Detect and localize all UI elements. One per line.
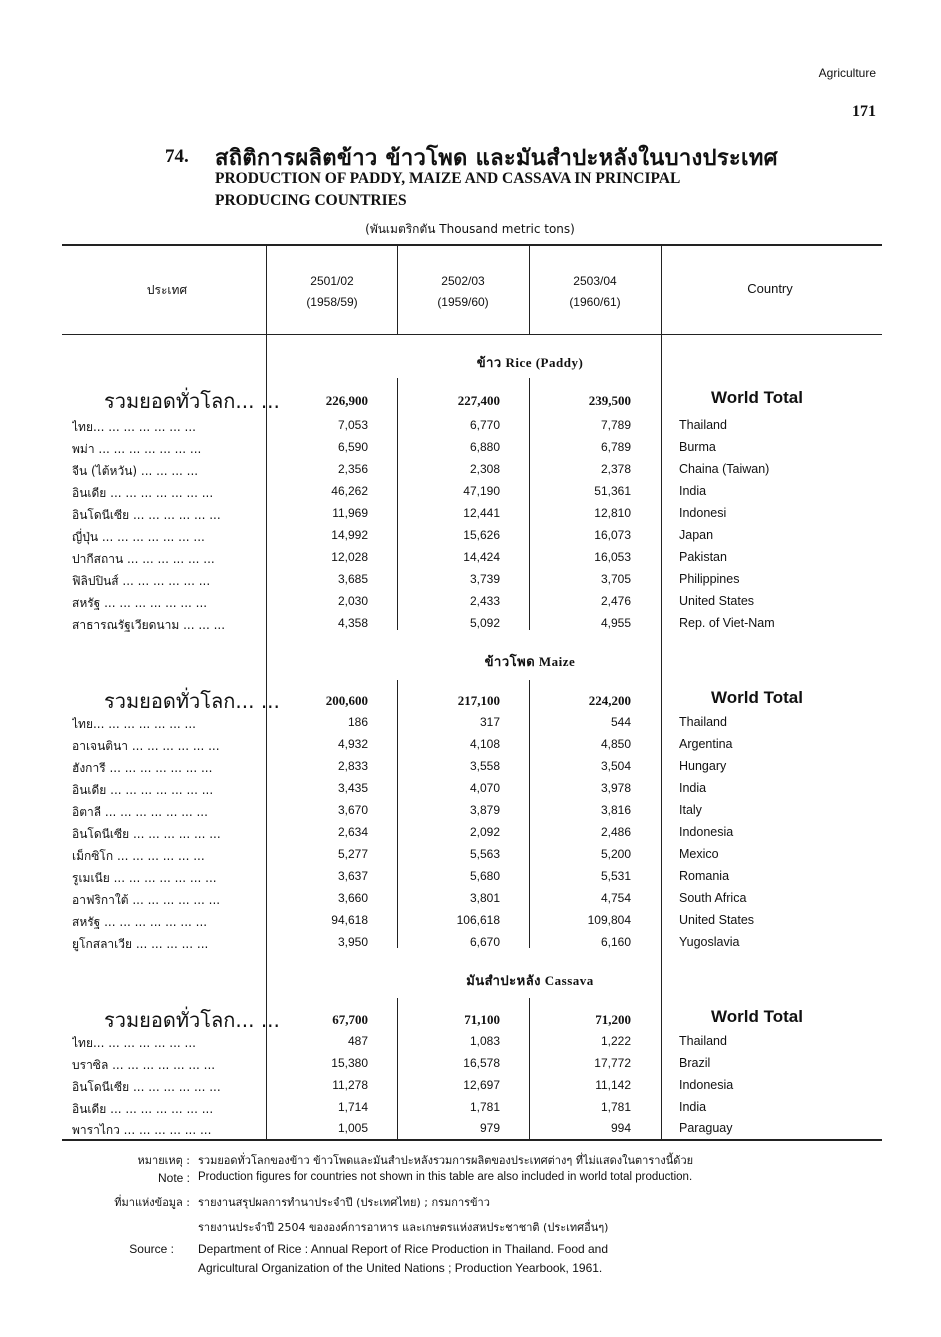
value-1959: 5,563 bbox=[469, 847, 500, 861]
table-row bbox=[0, 1121, 941, 1143]
value-1958: 2,356 bbox=[337, 462, 368, 476]
value-1959: 6,770 bbox=[469, 418, 500, 432]
value-1958: 11,969 bbox=[332, 506, 368, 520]
value-1959: 4,108 bbox=[469, 737, 500, 751]
section-title-rice: ข้าว Rice (Paddy) bbox=[476, 355, 584, 370]
value-1958: 3,637 bbox=[337, 869, 368, 883]
value-1960: 6,789 bbox=[600, 440, 631, 454]
value-1959: 6,670 bbox=[469, 935, 500, 949]
unit-label: (พันเมตริกตัน Thousand metric tons) bbox=[365, 222, 575, 236]
country-en: India bbox=[679, 781, 707, 795]
value-1958: 7,053 bbox=[337, 418, 368, 432]
country-th: สหรัฐ ... ... ... ... ... ... ... bbox=[72, 915, 208, 929]
value-1958: 67,700 bbox=[332, 1012, 368, 1027]
value-1960: 1,781 bbox=[600, 1100, 631, 1114]
value-1958: 1,714 bbox=[337, 1100, 368, 1114]
value-1959: 3,739 bbox=[469, 572, 500, 586]
country-en: World Total bbox=[711, 688, 803, 707]
country-en: World Total bbox=[711, 1007, 803, 1026]
source-en-label: Source : bbox=[129, 1242, 174, 1256]
country-th: ยูโกสลาเวีย ... ... ... ... ... bbox=[72, 937, 209, 951]
country-en: Rep. of Viet-Nam bbox=[679, 616, 775, 630]
country-en: World Total bbox=[711, 388, 803, 407]
value-1960: 3,705 bbox=[600, 572, 631, 586]
value-1959: 2,308 bbox=[469, 462, 500, 476]
country-th: ไทย... ... ... ... ... ... ... bbox=[72, 1036, 196, 1050]
value-1959: 979 bbox=[479, 1121, 500, 1135]
table-row bbox=[0, 616, 941, 638]
value-1960: 2,476 bbox=[600, 594, 631, 608]
value-1959: 217,100 bbox=[457, 693, 500, 708]
value-1960: 3,978 bbox=[600, 781, 631, 795]
maize-row-world-total bbox=[0, 688, 941, 713]
country-en: United States bbox=[679, 594, 755, 608]
value-1960: 224,200 bbox=[588, 693, 631, 708]
value-1959: 6,880 bbox=[469, 440, 500, 454]
value-1960: 239,500 bbox=[588, 393, 631, 408]
country-en: India bbox=[679, 1100, 707, 1114]
country-en: Brazil bbox=[679, 1056, 711, 1070]
value-1960: 5,531 bbox=[600, 869, 631, 883]
table-row bbox=[0, 462, 941, 484]
header-col3-year-en: (1960/61) bbox=[569, 295, 621, 309]
value-1958: 3,435 bbox=[337, 781, 368, 795]
country-en: Mexico bbox=[679, 847, 719, 861]
country-th: อาเจนตินา ... ... ... ... ... ... bbox=[72, 739, 220, 753]
country-th: สาธารณรัฐเวียดนาม ... ... ... bbox=[72, 618, 226, 632]
country-th: รวมยอดทั่วโลก... ... bbox=[104, 689, 280, 713]
value-1958: 14,992 bbox=[331, 528, 368, 542]
header-bottom-rule bbox=[62, 334, 882, 335]
value-1958: 487 bbox=[347, 1034, 368, 1048]
header-country-en: Country bbox=[747, 281, 793, 296]
value-1960: 7,789 bbox=[600, 418, 631, 432]
country-th: สหรัฐ ... ... ... ... ... ... ... bbox=[72, 596, 208, 610]
table-row bbox=[0, 715, 941, 737]
country-th: จีน (ไต้หวัน) ... ... ... ... bbox=[72, 464, 199, 478]
country-th: อิตาลี ... ... ... ... ... ... ... bbox=[72, 805, 208, 819]
country-th: ฟิลิปปินส์ ... ... ... ... ... ... bbox=[72, 574, 211, 588]
country-th: รวมยอดทั่วโลก... ... bbox=[104, 1008, 280, 1032]
value-1960: 109,804 bbox=[587, 913, 631, 927]
value-1960: 6,160 bbox=[600, 935, 631, 949]
table-row bbox=[0, 737, 941, 759]
value-1960: 1,222 bbox=[600, 1034, 631, 1048]
value-1958: 226,900 bbox=[325, 393, 368, 408]
value-1960: 2,378 bbox=[600, 462, 631, 476]
value-1959: 106,618 bbox=[456, 913, 500, 927]
value-1958: 2,030 bbox=[337, 594, 368, 608]
table-row bbox=[0, 594, 941, 616]
value-1959: 3,879 bbox=[469, 803, 500, 817]
value-1960: 71,200 bbox=[595, 1012, 631, 1027]
cassava-row-world-total bbox=[0, 1007, 941, 1032]
value-1958: 12,028 bbox=[331, 550, 368, 564]
country-th: รูเมเนีย ... ... ... ... ... ... ... bbox=[72, 871, 217, 885]
country-en: India bbox=[679, 484, 707, 498]
country-th: อินโดนีเซีย ... ... ... ... ... ... bbox=[72, 1080, 221, 1094]
note-th-label: หมายเหตุ : bbox=[137, 1154, 190, 1167]
country-en: Thailand bbox=[679, 715, 727, 729]
value-1960: 2,486 bbox=[600, 825, 631, 839]
table-row bbox=[0, 440, 941, 462]
note-en-text: Production figures for countries not shown in this table are also included in world total production. bbox=[198, 1171, 693, 1183]
table-row bbox=[0, 528, 941, 550]
value-1958: 11,278 bbox=[332, 1078, 368, 1092]
country-th: ปากีสถาน ... ... ... ... ... ... bbox=[72, 552, 215, 566]
country-th: ไทย... ... ... ... ... ... ... bbox=[72, 717, 196, 731]
country-en: Thailand bbox=[679, 1034, 727, 1048]
table-row bbox=[0, 935, 941, 957]
table-row bbox=[0, 891, 941, 913]
value-1959: 1,781 bbox=[469, 1100, 500, 1114]
country-en: Indonesia bbox=[679, 1078, 734, 1092]
country-en: Burma bbox=[679, 440, 716, 454]
value-1960: 544 bbox=[610, 715, 631, 729]
note-en-label: Note : bbox=[157, 1171, 190, 1185]
value-1958: 4,358 bbox=[337, 616, 368, 630]
value-1960: 16,053 bbox=[594, 550, 631, 564]
country-en: Hungary bbox=[679, 759, 727, 773]
country-en: Yugoslavia bbox=[679, 935, 740, 949]
country-en: Romania bbox=[679, 869, 730, 883]
col-divider-2 bbox=[397, 246, 398, 334]
source-th-line2: รายงานประจำปี 2504 ขององค์การอาหาร และเกษตรแห่งสหประชาชาติ (ประเทศอื่นๆ) bbox=[198, 1221, 609, 1234]
table-row bbox=[0, 484, 941, 506]
value-1960: 3,504 bbox=[600, 759, 631, 773]
value-1960: 4,754 bbox=[600, 891, 631, 905]
value-1959: 3,801 bbox=[469, 891, 500, 905]
value-1958: 6,590 bbox=[337, 440, 368, 454]
value-1960: 4,850 bbox=[600, 737, 631, 751]
country-th: เม็กซิโก ... ... ... ... ... ... bbox=[72, 849, 205, 863]
value-1959: 4,070 bbox=[469, 781, 500, 795]
table-number: 74. bbox=[165, 146, 189, 167]
value-1959: 227,400 bbox=[457, 393, 500, 408]
title-english-line1: PRODUCTION OF PADDY, MAIZE AND CASSAVA IN PRINCIPAL bbox=[215, 170, 681, 187]
country-en: Indonesi bbox=[679, 506, 727, 520]
country-th: ญี่ปุ่น ... ... ... ... ... ... ... bbox=[72, 530, 205, 544]
value-1959: 16,578 bbox=[463, 1056, 500, 1070]
country-en: Paraguay bbox=[679, 1121, 733, 1135]
country-th: บราซิล ... ... ... ... ... ... ... bbox=[72, 1058, 216, 1072]
header-col2-year-th: 2502/03 bbox=[441, 274, 485, 288]
header-col1-year-th: 2501/02 bbox=[310, 274, 354, 288]
rice-row-world-total bbox=[0, 388, 941, 413]
country-en: Argentina bbox=[679, 737, 733, 751]
source-en-line1: Department of Rice : Annual Report of Rice Production in Thailand. Food and bbox=[198, 1242, 609, 1256]
value-1959: 14,424 bbox=[463, 550, 500, 564]
country-en: Indonesia bbox=[679, 825, 734, 839]
value-1959: 2,433 bbox=[469, 594, 500, 608]
table-row bbox=[0, 1078, 941, 1100]
table-row bbox=[0, 847, 941, 869]
country-th: อินโดนีเซีย ... ... ... ... ... ... bbox=[72, 827, 221, 841]
country-en: Chaina (Taiwan) bbox=[679, 462, 770, 476]
value-1960: 3,816 bbox=[600, 803, 631, 817]
country-en: Philippines bbox=[679, 572, 740, 586]
title-english-line2: PRODUCING COUNTRIES bbox=[215, 192, 407, 209]
header-col3-year-th: 2503/04 bbox=[573, 274, 617, 288]
value-1959: 71,100 bbox=[464, 1012, 500, 1027]
value-1960: 12,810 bbox=[594, 506, 631, 520]
country-en: South Africa bbox=[679, 891, 747, 905]
source-en-line2: Agricultural Organization of the United Nations ; Production Yearbook, 1961. bbox=[198, 1261, 603, 1275]
value-1959: 12,441 bbox=[463, 506, 500, 520]
header-col1-year-en: (1958/59) bbox=[306, 295, 358, 309]
page-section-label: Agriculture bbox=[818, 66, 876, 80]
value-1959: 12,697 bbox=[463, 1078, 500, 1092]
value-1958: 1,005 bbox=[337, 1121, 368, 1135]
value-1960: 51,361 bbox=[594, 484, 631, 498]
table-row bbox=[0, 1056, 941, 1078]
value-1960: 11,142 bbox=[595, 1078, 631, 1092]
value-1958: 3,670 bbox=[337, 803, 368, 817]
col-divider-1 bbox=[266, 246, 267, 334]
country-th: อาฟริกาใต้ ... ... ... ... ... ... bbox=[72, 893, 221, 907]
value-1959: 2,092 bbox=[469, 825, 500, 839]
table-row bbox=[0, 825, 941, 847]
value-1960: 994 bbox=[610, 1121, 631, 1135]
value-1959: 5,092 bbox=[469, 616, 500, 630]
country-th: ฮังการี ... ... ... ... ... ... ... bbox=[72, 761, 213, 775]
table-row bbox=[0, 506, 941, 528]
value-1959: 5,680 bbox=[469, 869, 500, 883]
table-row bbox=[0, 913, 941, 935]
country-th: พาราไกว ... ... ... ... ... ... bbox=[72, 1123, 212, 1137]
title-thai: สถิติการผลิตข้าว ข้าวโพด และมันสำปะหลังในบางประเทศ bbox=[215, 146, 778, 171]
section-title-cassava: มันสำปะหลัง Cassava bbox=[466, 973, 594, 988]
country-th: อินเดีย ... ... ... ... ... ... ... bbox=[72, 486, 214, 500]
value-1958: 46,262 bbox=[331, 484, 368, 498]
value-1959: 317 bbox=[479, 715, 500, 729]
table-row bbox=[0, 869, 941, 891]
section-title-maize: ข้าวโพด Maize bbox=[484, 654, 576, 669]
country-th: ไทย... ... ... ... ... ... ... bbox=[72, 420, 196, 434]
source-th-label: ที่มาแห่งข้อมูล : bbox=[114, 1196, 190, 1209]
col-divider-3 bbox=[529, 246, 530, 334]
value-1958: 186 bbox=[347, 715, 368, 729]
table-top-rule bbox=[62, 244, 882, 246]
header-country-th: ประเทศ bbox=[146, 283, 188, 297]
value-1960: 17,772 bbox=[594, 1056, 631, 1070]
source-th-line1: รายงานสรุปผลการทำนาประจำปี (ประเทศไทย) ; กรมการข้าว bbox=[198, 1196, 490, 1209]
value-1959: 47,190 bbox=[463, 484, 500, 498]
country-th: พม่า ... ... ... ... ... ... ... bbox=[72, 442, 202, 456]
value-1958: 2,634 bbox=[337, 825, 368, 839]
value-1958: 200,600 bbox=[325, 693, 368, 708]
value-1958: 3,660 bbox=[337, 891, 368, 905]
value-1960: 4,955 bbox=[600, 616, 631, 630]
table-row bbox=[0, 759, 941, 781]
value-1958: 4,932 bbox=[337, 737, 368, 751]
table-row bbox=[0, 572, 941, 594]
value-1960: 5,200 bbox=[600, 847, 631, 861]
country-en: Japan bbox=[679, 528, 714, 542]
note-th-text: รวมยอดทั่วโลกของข้าว ข้าวโพดและมันสำปะหลังรวมการผลิตของประเทศต่างๆ ที่ไม่แสดงในตารางนี้ด้วย bbox=[198, 1154, 694, 1167]
value-1959: 15,626 bbox=[463, 528, 500, 542]
value-1958: 2,833 bbox=[337, 759, 368, 773]
value-1958: 3,950 bbox=[337, 935, 368, 949]
table-row bbox=[0, 1100, 941, 1122]
country-en: Italy bbox=[679, 803, 702, 817]
table-row bbox=[0, 1034, 941, 1056]
value-1958: 15,380 bbox=[331, 1056, 368, 1070]
country-en: United States bbox=[679, 913, 755, 927]
country-en: Pakistan bbox=[679, 550, 727, 564]
country-en: Thailand bbox=[679, 418, 727, 432]
header-col2-year-en: (1959/60) bbox=[437, 295, 489, 309]
table-row bbox=[0, 781, 941, 803]
country-th: อินเดีย ... ... ... ... ... ... ... bbox=[72, 783, 214, 797]
table-row bbox=[0, 418, 941, 440]
table-row bbox=[0, 550, 941, 572]
value-1958: 94,618 bbox=[331, 913, 368, 927]
country-th: อินเดีย ... ... ... ... ... ... ... bbox=[72, 1102, 214, 1116]
table-row bbox=[0, 803, 941, 825]
value-1958: 5,277 bbox=[337, 847, 368, 861]
value-1960: 16,073 bbox=[594, 528, 631, 542]
value-1958: 3,685 bbox=[337, 572, 368, 586]
country-th: อินโดนีเซีย ... ... ... ... ... ... bbox=[72, 508, 221, 522]
value-1959: 3,558 bbox=[469, 759, 500, 773]
value-1959: 1,083 bbox=[469, 1034, 500, 1048]
country-th: รวมยอดทั่วโลก... ... bbox=[104, 389, 280, 413]
page-number: 171 bbox=[852, 103, 876, 120]
